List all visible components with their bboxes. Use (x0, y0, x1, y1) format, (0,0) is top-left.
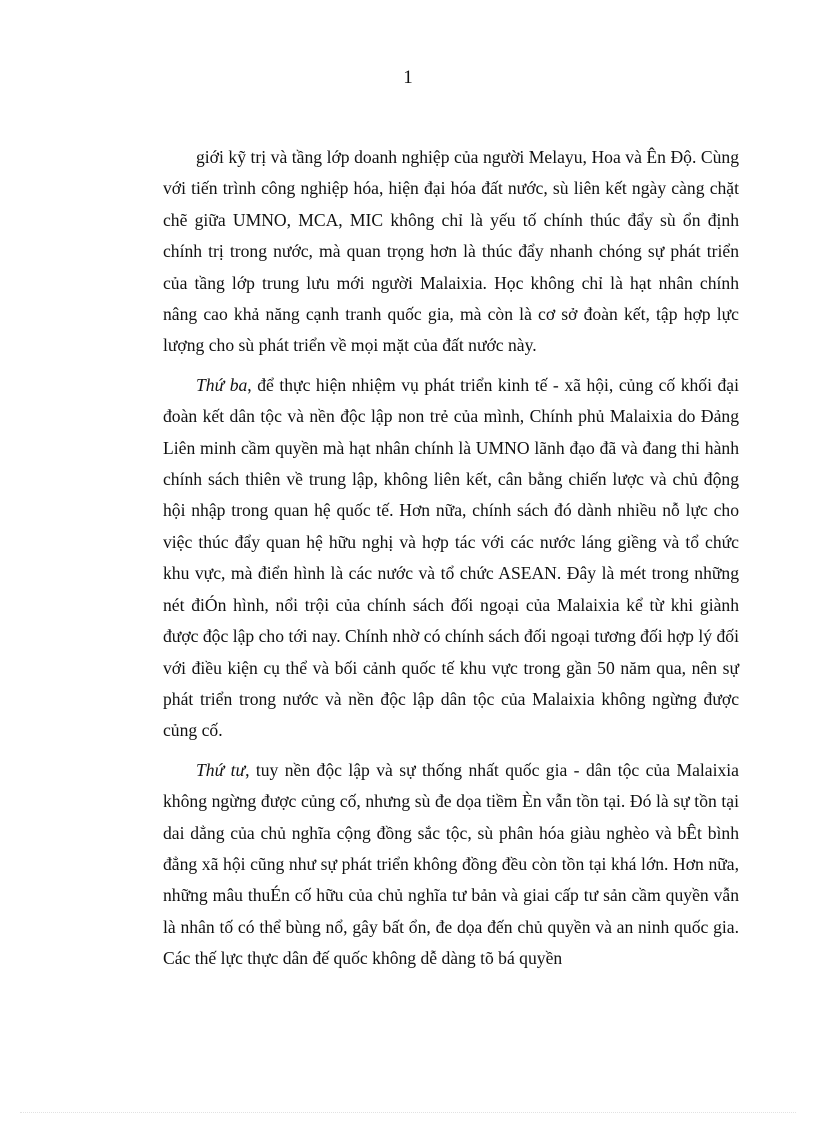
paragraph-2 (163, 370, 739, 747)
paragraph-3-lead: Thứ tư (196, 759, 246, 780)
paragraph-2-text: , để thực hiện nhiệm vụ phát triển kinh tế - xã hội, củng cố khối đại đoàn kết dân tộc và nền độc lập non trẻ của mình, Chính phủ Malaixia do Đảng Liên minh cầm quyền mà hạt nhân chính là UMNO lãnh đạo đã và đang thi hành chính sách thiên về trung lập, không liên kết, cân bằng chiến lược và chủ động hội nhập trong quan hệ quốc tế. Hơn nữa, chính sách đó dành nhiều nỗ lực cho việc thúc đẩy quan hệ hữu nghị và hợp tác với các nước láng giềng và tổ chức khu vực, mà điển hình là các nước và tổ chức ASEAN. Đây là mét trong những nét điÓn hình, nổi trội của chính sách đối ngoại của Malaixia kể từ khi giành được độc lập cho tới nay. Chính nhờ có chính sách đối ngoại tương đối hợp lý đối với điều kiện cụ thể và bối cảnh quốc tế khu vực trong gần 50 năm qua, nên sự phát triển trong nước và nền độc lập dân tộc của Malaixia không ngừng được củng cố. (163, 374, 739, 741)
page-bottom-divider (20, 1112, 796, 1113)
body-text (163, 142, 739, 983)
paragraph-3-text: , tuy nền độc lập và sự thống nhất quốc gia - dân tộc của Malaixia không ngừng được củng cố, nhưng sù đe dọa tiềm Èn vẫn tồn tại. Đó là sự tồn tại dai dẳng của chủ nghĩa cộng đồng sắc tộc, sù phân hóa giàu nghèo và bÊt bình đẳng xã hội cũng như sự phát triển không đồng đều còn tồn tại khá lớn. Hơn nữa, những mâu thuÉn cố hữu của chủ nghĩa tư bản và giai cấp tư sản cầm quyền vẫn là nhân tố có thể bùng nổ, gây bất ổn, đe dọa đến chủ quyền và an ninh quốc gia. Các thế lực thực dân đế quốc không dễ dàng tõ bá quyền (163, 759, 739, 969)
paragraph-3 (163, 755, 739, 975)
page-number: 1 (403, 67, 413, 88)
paragraph-2-lead: Thứ ba (196, 374, 248, 395)
paragraph-1 (163, 142, 739, 362)
paragraph-1-text: giới kỹ trị và tầng lớp doanh nghiệp của người Melayu, Hoa và Ên Độ. Cùng với tiến trình công nghiệp hóa, hiện đại hóa đất nước, sù liên kết ngày càng chặt chẽ giữa UMNO, MCA, MIC không chỉ là yếu tố chính thúc đẩy sù ổn định chính trị trong nước, mà quan trọng hơn là thúc đẩy nhanh chóng sự phát triển của tầng lớp trung lưu mới người Malaixia. Học không chỉ là hạt nhân chính nâng cao khả năng cạnh tranh quốc gia, mà còn là cơ sở đoàn kết, tập hợp lực lượng cho sù phát triển về mọi mặt của đất nước này. (163, 147, 739, 356)
